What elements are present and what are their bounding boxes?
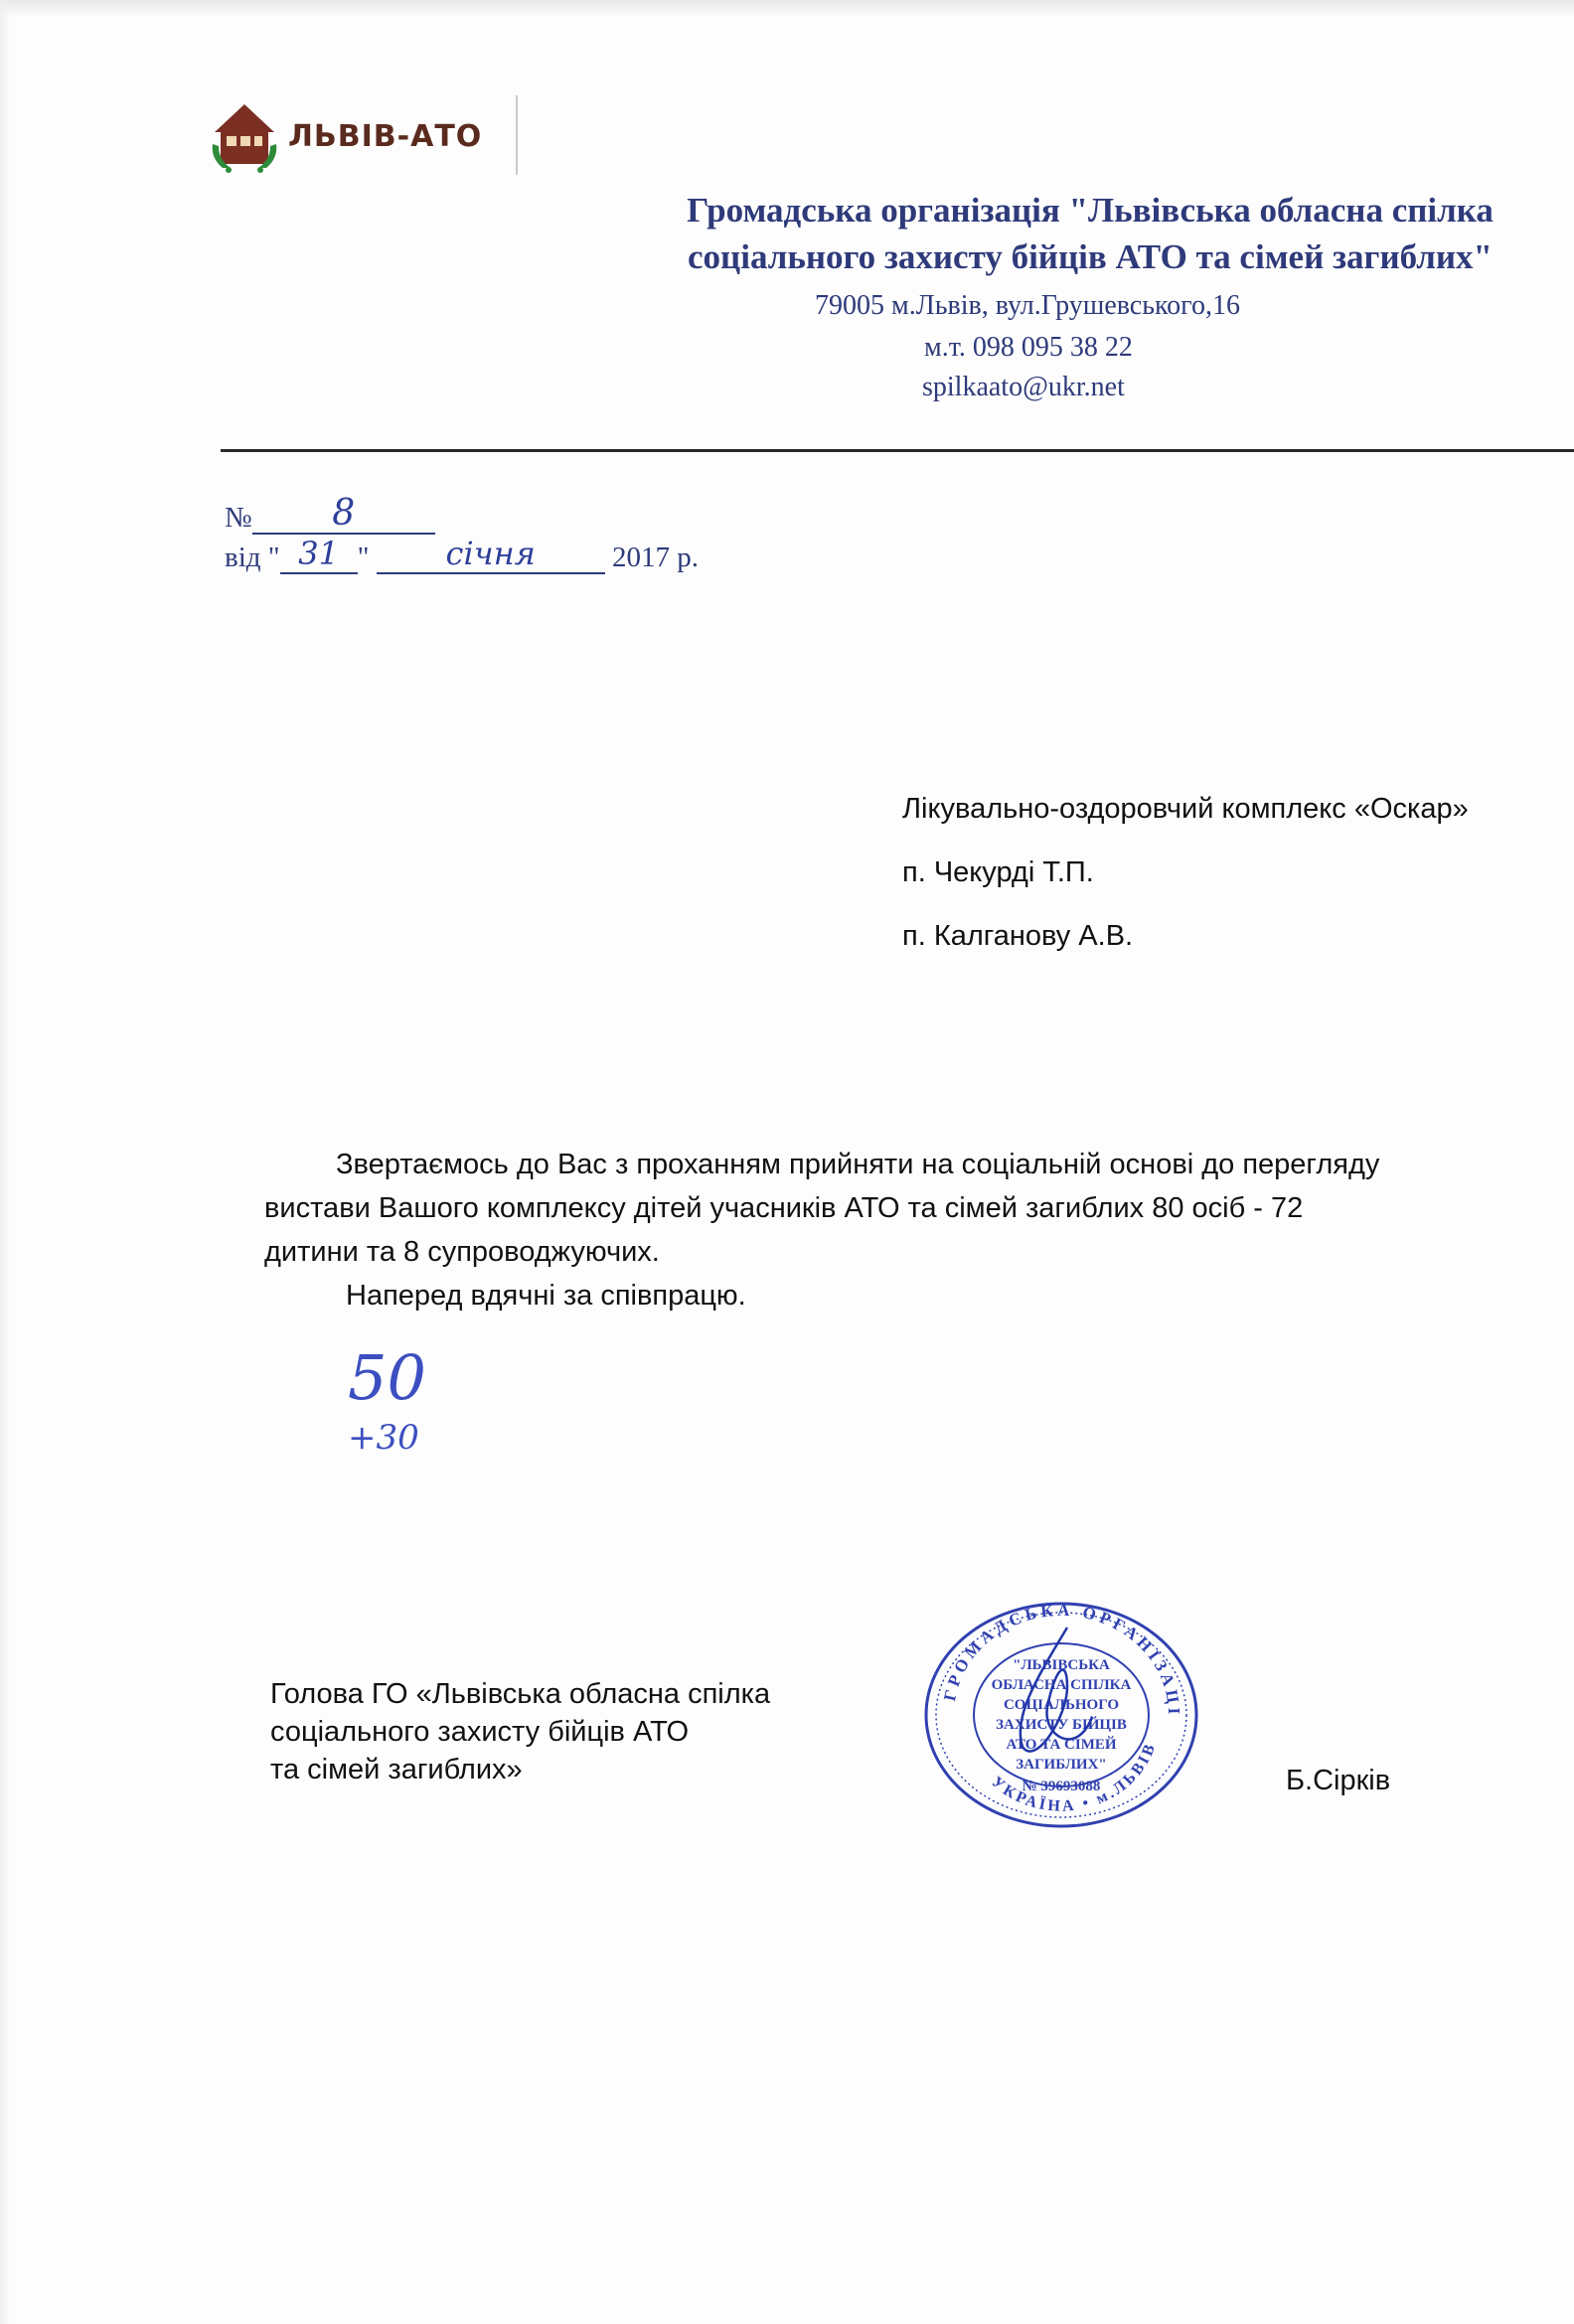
house-icon <box>209 98 280 174</box>
letter-body <box>264 1143 1574 1274</box>
organization-phone: м.т. 098 095 38 22 <box>924 332 1133 363</box>
scan-edge-top <box>0 0 1574 18</box>
signature-title-line3: та сімей загиблих» <box>270 1754 523 1785</box>
signer-name: Б.Сірків <box>1286 1765 1391 1796</box>
stamp-center-line: ЗАХИСТУ БІЙЦІВ <box>996 1717 1127 1733</box>
organization-email: spilkaato@ukr.net <box>922 372 1125 402</box>
body-line: Звертаємось до Вас з проханням прийняти на соціальній основі до перегляду <box>336 1149 1380 1180</box>
stamp-code: № 39693088 <box>1022 1779 1101 1794</box>
signature-title-line2: соціального захисту бійців АТО <box>270 1716 690 1748</box>
outgoing-number-line <box>225 493 435 535</box>
organization-address: 79005 м.Львів, вул.Грушевського,16 <box>815 290 1240 321</box>
organization-title <box>606 187 1574 280</box>
handwritten-note-line2: +30 <box>348 1418 419 1458</box>
scan-edge-left <box>0 0 10 2324</box>
body-line: вистави Вашого комплексу дітей учасників АТО та сімей загиблих 80 осіб - 72 <box>264 1192 1304 1224</box>
date-quote-close: " <box>357 542 370 573</box>
number-value: 8 <box>252 499 435 535</box>
stamp-outer-text: ГРОМАДСЬКА ОРГАНІЗАЦІ <box>939 1600 1184 1719</box>
handwritten-note-line1: 50 <box>348 1341 426 1414</box>
date-month: січня <box>377 539 605 574</box>
stamp-center-line: АТО ТА СІМЕЙ <box>1006 1737 1117 1753</box>
request-paragraph <box>264 1143 1574 1274</box>
date-day: 31 <box>280 539 358 574</box>
number-label: № <box>225 502 252 534</box>
handwritten-note <box>338 1329 457 1469</box>
organization-stamp <box>918 1598 1204 1832</box>
organization-title-line1: Громадська організація "Львівська обласна спілка <box>687 191 1494 230</box>
thanks-line: Наперед вдячні за співпрацю. <box>346 1280 746 1312</box>
recipient-person: п. Чекурді Т.П. <box>902 856 1094 888</box>
recipients-block <box>902 781 1469 972</box>
stamp-bottom-text: УКРАЇНА • м.ЛЬВІВ <box>988 1739 1160 1815</box>
organization-title-line2: соціального захисту бійців АТО та сімей загиблих" <box>688 237 1493 276</box>
date-prefix: від <box>225 542 261 573</box>
body-line: дитини та 8 супроводжуючих. <box>264 1236 660 1268</box>
stamp-center-line: "ЛЬВІВСЬКА <box>1013 1657 1110 1673</box>
date-line <box>225 535 699 574</box>
date-year: 2017 р. <box>611 542 699 573</box>
stamp-center-line: ЗАГИБЛИХ" <box>1016 1757 1107 1773</box>
logo-divider <box>516 95 518 175</box>
stamp-center-line: СОЦІАЛЬНОГО <box>1003 1697 1120 1713</box>
stamp-center-line: ОБЛАСНА СПІЛКА <box>991 1677 1132 1693</box>
signature-block <box>270 1675 770 1788</box>
header-divider <box>221 449 1574 452</box>
date-quote-open: " <box>267 542 280 573</box>
recipient-person: п. Калганову А.В. <box>902 920 1134 952</box>
recipient-organization: Лікувально-оздоровчий комплекс «Оскар» <box>902 793 1469 825</box>
organization-logo <box>209 97 507 175</box>
signature-title-line1: Голова ГО «Львівська обласна спілка <box>270 1678 771 1710</box>
logo-text: ЛЬВІВ-АТО <box>288 118 483 154</box>
